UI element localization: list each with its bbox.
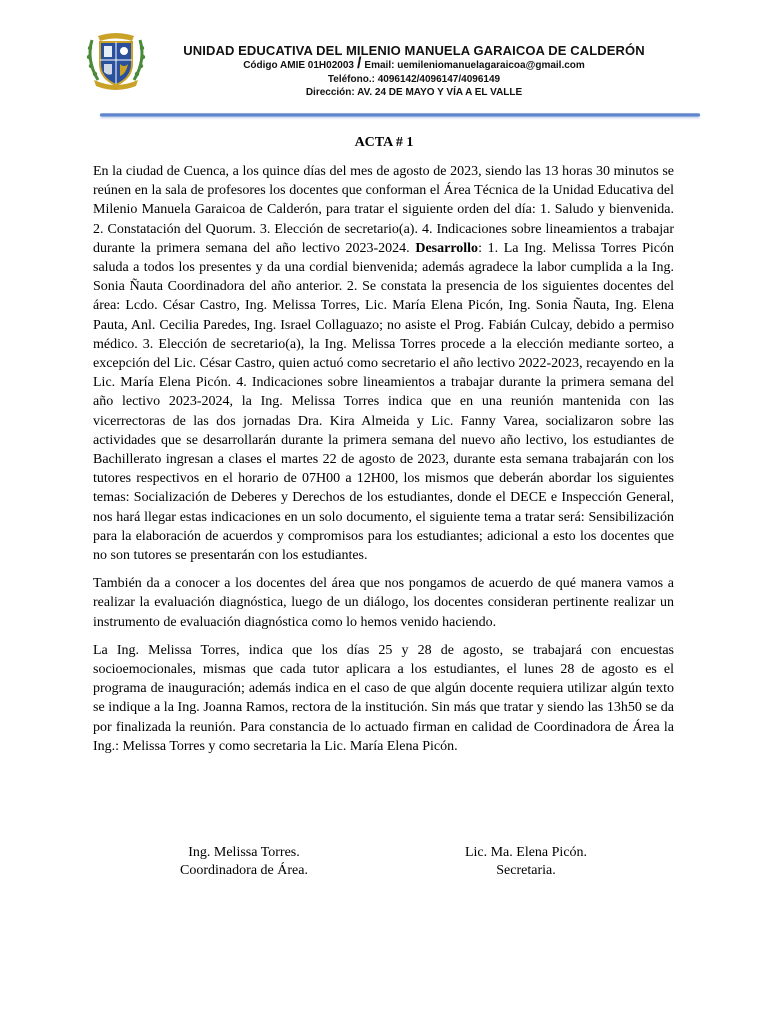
address: Dirección: AV. 24 DE MAYO Y VÍA A EL VALLE (305, 87, 523, 98)
paragraph-1 (93, 162, 674, 565)
paragraph-1-intro: En la ciudad de Cuenca, a los quince días del mes de agosto de 2023, siendo las 13 horas 30 minutos se reúnen en la sala de profesores los docentes que conforman el Área Técnica de la Unidad Educativa del Milenio Manuela Garaicoa de Calderón, para tratar el siguiente orden del día: 1. Saludo y bienvenida. 2. Constatación del Quorum. 3. Elección de secretario(a). 4. Indicaciones sobre lineamientos a trabajar durante la primera semana del año lectivo 2023-2024. (93, 164, 674, 256)
signature-secretary (406, 844, 646, 880)
secretary-role: Secretaria. (496, 863, 556, 878)
header-text-block (150, 42, 678, 100)
signature-coordinator (124, 844, 364, 880)
coordinator-role: Coordinadora de Área. (180, 863, 308, 878)
amie-code: Código AMIE 01H02003 (243, 60, 354, 71)
paragraph-1-rest: : 1. La Ing. Melissa Torres Picón saluda a todos los presentes y da una cordial bienvenida; además agradece la labor cumplida a la Ing. Sonia Ñauta Coordinadora del año anterior. 2. Se constata la presencia de los siguientes docentes del área: Lcdo. César Castro, Ing. Melissa Torres, Lic. María Elena Picón, Ing. Sonia Ñauta, Ing. Elena Pauta, Anl. Cecilia Paredes, Ing. Israel Collaguazo; no asiste el Prog. Fabián Culcay, debido a permiso médico. 3. Elección de secretario(a), la Ing. Melissa Torres procede a la elección mediante sorteo, a excepción del Lic. César Castro, quien actuó como secretario el año lectivo 2022-2023, recayendo en la Lic. María Elena Picón. 4. Indicaciones sobre lineamientos a trabajar durante la primera semana del año lectivo 2023-2024, la Ing. Melissa Torres indica que en una reunión mantenida con las vicerrectoras de las dos jornadas Dra. Kira Almeida y Lic. Fanny Varea, socializaron sobre las actividades que se desarrollarán durante la primera semana del nuevo año lectivo, los estudiantes de Bachillerato ingresan a clases el martes 22 de agosto de 2023, durante esta semana trabajarán con los tutores respectivos en el horario de 07H00 a 12H00, los mismos que deberán abordar los siguientes temas: Socialización de Deberes y Derechos de los estudiantes, donde el DECE e Inspección General, nos hará llegar estas indicaciones en un solo documento, el siguiente tema a tratar será: Sensibilización para la elaboración de acuerdos y compromisos para los estudiantes; adicional a esto los docentes que no son tutores se presentarán con los estudiantes. (93, 240, 674, 564)
document-title: ACTA # 1 (354, 135, 414, 150)
paragraph-3: La Ing. Melissa Torres, indica que los días 25 y 28 de agosto, se trabajará con encuestas socioemocionales, mismas que cada tutor aplicara a los estudiantes, el lunes 28 de agosto es el programa de inauguración; además indica en el caso de que algún docente requiera utilizar algún texto se indique a la Ing. Joanna Ramos, rectora de la institución. Sin más que tratar y siendo las 13h50 se da por finalizada la reunión. Para constancia de lo actuado firman en calidad de Coordinadora de Área la Ing.: Melissa Torres y como secretaria la Lic. María Elena Picón. (93, 642, 674, 754)
school-name: UNIDAD EDUCATIVA DEL MILENIO MANUELA GARAICOA DE CALDERÓN (183, 43, 645, 58)
school-crest-icon (84, 30, 148, 90)
paragraph-1-bold: Desarrollo (415, 240, 479, 256)
paragraph-2: También da a conocer a los docentes del área que nos pongamos de acuerdo de qué manera vamos a realizar la evaluación diagnóstica, luego de un diálogo, los docentes consideran pertinente realizar un instrumento de evaluación diagnóstica como lo hemos venido haciendo. (93, 576, 674, 630)
header-divider (100, 113, 700, 117)
coordinator-name: Ing. Melissa Torres. (188, 845, 300, 860)
phone: Teléfono.: 4096142/4096147/4096149 (327, 73, 501, 85)
contact-line (150, 55, 678, 73)
secretary-name: Lic. Ma. Elena Picón. (464, 845, 588, 860)
document-body (93, 162, 674, 765)
separator: / (356, 55, 362, 72)
email: Email: uemileniomanuelagaraicoa@gmail.com (364, 60, 585, 71)
document-header (0, 0, 768, 124)
